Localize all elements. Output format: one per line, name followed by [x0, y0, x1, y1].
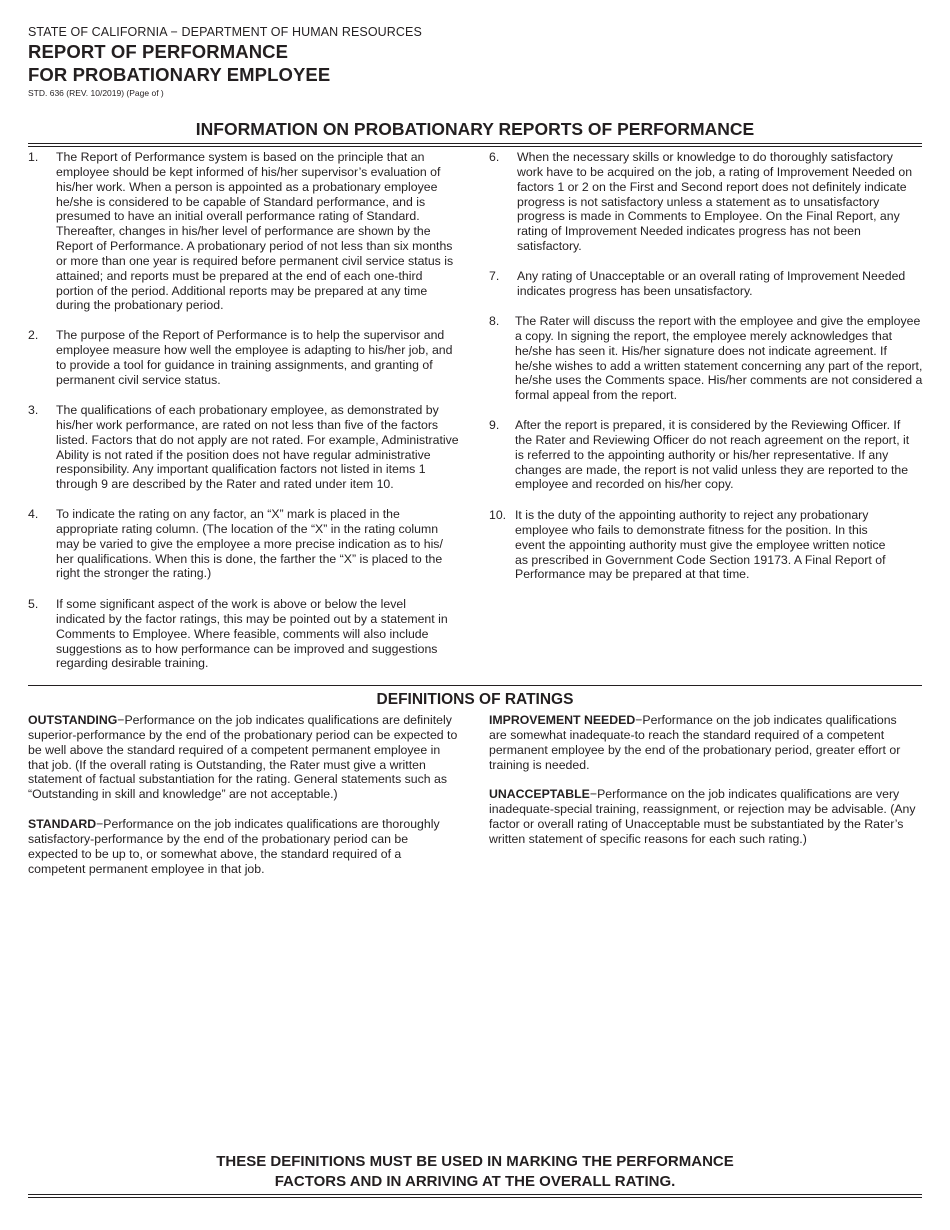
item-number: 9. [489, 418, 500, 432]
item-text: It is the duty of the appointing authority to reject any probationary employee who fails to demonstrate fitness for the position. In this event the appointing authority must give the employee written notice as prescribed in Government Code Section 19173. A Final Report of Performance may be prepared at that time. [515, 508, 886, 582]
form-title-line-2: FOR PROBATIONARY EMPLOYEE [28, 64, 331, 85]
definition-term: IMPROVEMENT NEEDED [489, 713, 636, 727]
section-rule [28, 685, 922, 686]
heading-rule [28, 143, 922, 144]
definition-text: −Performance on the job indicates qualifications are somewhat inadequate-to reach the standard required of a competent permanent employee by the end of the probationary period, greater effort or training is needed. [489, 713, 901, 772]
definition-text: −Performance on the job indicates qualifications are very inadequate-special training, reassignment, or rejection may be advisable. (Any factor or overall rating of Unacceptable must be substantiated by the Rater’s written statement of specific reasons for each such rating.) [489, 787, 916, 846]
item-number: 7. [489, 269, 500, 283]
info-item-1 [28, 150, 463, 315]
info-item-8 [489, 314, 924, 406]
item-text: The Report of Performance system is based on the principle that an employee should be kept informed of his/her supervisor’s evaluation of his/her work. When a person is appointed as a probationary employee he/she is considered to be capable of Standard performance, and is presumed to have an initial overall performance rating of Standard. Thereafter, changes in his/her level of performance are shown by the Report of Performance. A probationary period of not less than six months or more than one year is required before permanent civil service status is attained; and reports must be prepared at the end of each one-third portion of the period. Additional reports may be prepared at any time during the probationary period. [56, 150, 454, 313]
item-text: When the necessary skills or knowledge to do thoroughly satisfactory work have to be acquired on the job, a rating of Improvement Needed on factors 1 or 2 on the First and Second report does not definitely indicate progress is not satisfactory unless a statement as to unsatisfactory progress is made in Comments to Employee. On the Final Report, any rating of Improvement Needed indicates progress has not been satisfactory. [517, 150, 913, 254]
heading-rule [28, 146, 922, 147]
info-item-3 [28, 403, 463, 495]
footer-rule [28, 1194, 922, 1195]
info-item-9 [489, 418, 924, 496]
item-text: The purpose of the Report of Performance is to help the supervisor and employee measure how well the employee is adapting to his/her job, and to provide a tool for guidance in training assignments, and granting of permanent civil service status. [56, 328, 453, 387]
definition-text: −Performance on the job indicates qualifications are thoroughly satisfactory-performance by the end of the probationary period can be expected to be up to, or somewhat above, the standard required of a competent permanent employee in that job. [28, 817, 440, 876]
info-item-5 [28, 597, 463, 675]
definitions-heading: DEFINITIONS OF RATINGS [376, 691, 574, 708]
item-number: 8. [489, 314, 500, 328]
definition-standard [28, 817, 453, 876]
definition-term: OUTSTANDING [28, 713, 118, 727]
item-number: 2. [28, 328, 39, 342]
item-text: Any rating of Unacceptable or an overall rating of Improvement Needed indicates progress has been unsatisfactory. [517, 269, 906, 298]
item-number: 3. [28, 403, 39, 417]
agency-line: STATE OF CALIFORNIA − DEPARTMENT OF HUMAN RESOURCES [28, 25, 422, 39]
info-heading: INFORMATION ON PROBATIONARY REPORTS OF PERFORMANCE [195, 119, 755, 139]
item-number: 5. [28, 597, 39, 611]
footer-rule [28, 1197, 922, 1198]
info-item-2 [28, 328, 463, 390]
item-text: To indicate the rating on any factor, an “X” mark is placed in the appropriate rating column. (The location of the “X” in the rating column may be varied to give the employee a more precise indication as to his/ her qualifications. When this is done, the farther the “X” is placed to the right the stronger the rating.) [56, 507, 443, 581]
form-title-line-1: REPORT OF PERFORMANCE [28, 41, 289, 62]
form-id: STD. 636 (REV. 10/2019) (Page of ) [28, 88, 164, 98]
footer-line-2: FACTORS AND IN ARRIVING AT THE OVERALL RATING. [274, 1173, 676, 1190]
info-item-6 [489, 150, 924, 258]
definition-term: STANDARD [28, 817, 97, 831]
item-text: The qualifications of each probationary employee, as demonstrated by his/her work performance, are rated on not less than five of the factors listed. Factors that do not apply are not rated. For example, Administrative Ability is not rated if the position does not have regular administrative responsibility. Any important qualification factors not listed in items 1 through 9 are described by the Rater and rated under item 10. [56, 403, 459, 492]
definition-improvement-needed [489, 713, 913, 772]
item-number: 10. [489, 508, 507, 522]
item-text: The Rater will discuss the report with the employee and give the employee a copy. In signing the report, the employee merely acknowledges that he/she has seen it. His/her signature does not indicate agreement. If he/she wishes to add a written statement concerning any part of the report, he/she uses the Comments space. His/her comments are not considered a formal appeal from the report. [515, 314, 923, 403]
footer-line-1: THESE DEFINITIONS MUST BE USED IN MARKING THE PERFORMANCE [216, 1153, 734, 1170]
definition-unacceptable [489, 787, 925, 846]
info-item-10 [489, 508, 924, 586]
item-number: 1. [28, 150, 39, 164]
definition-text: −Performance on the job indicates qualifications are definitely superior-performance by the end of the probationary period can be expected to be well above the standard required of a competent permanent employee in that job. (If the overall rating is Outstanding, the Rater must give a written statement of factual substantiation for the rating. General statements such as “Outstanding in skill and knowledge” are not acceptable.) [28, 713, 458, 802]
info-item-7 [489, 269, 924, 301]
item-number: 4. [28, 507, 39, 521]
definition-term: UNACCEPTABLE [489, 787, 590, 801]
info-item-4 [28, 507, 463, 585]
definition-outstanding [28, 713, 462, 802]
item-text: If some significant aspect of the work is above or below the level indicated by the factor ratings, this may be pointed out by a statement in Comments to Employee. Where feasible, comments will also include suggestions as to how performance can be improved and suggestions regarding desirable training. [56, 597, 448, 671]
item-number: 6. [489, 150, 500, 164]
item-text: After the report is prepared, it is considered by the Reviewing Officer. If the Rater and Reviewing Officer do not reach agreement on the report, it is referred to the appointing authority or his/her representative. If any changes are made, the report is not valid unless they are reported to the employee and recorded on his/her copy. [515, 418, 910, 492]
